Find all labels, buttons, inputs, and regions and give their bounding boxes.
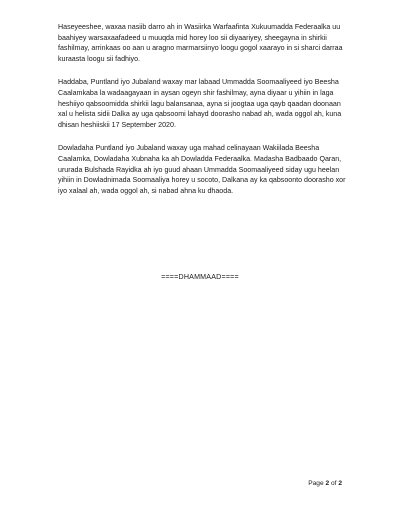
paragraph: Haseyeeshee, waxaa nasiib darro ah in Wasiirka Warfaafinta Xukuumadda Federaalka uu baahiyey warsaxaafadeed u muuqda mid horey loo sii diyaariyey, sheegayna in shirkii fashilmay, arrinkaas oo aan u aragno marmarsiinyo loogu gogol xaarayo in si sharci darraa kuraasta loogu sii fadhiyo.	[58, 23, 343, 63]
paragraph: Dowladaha Puntland iyo Jubaland waxay uga mahad celinayaan Wakiilada Beesha Caalamka, Dowladaha Xubnaha ka ah Dowladda Federaalka. Madasha Badbaado Qaran, ururada Bulshada Rayidka ah iyo guud ahaan Ummadda Soomaaliyeed siday ugu heelan yihiin in Dowladnimada Soomaaliya horey u socoto, Dalkana ay ka qabsoonto doorasho xor iyo xalaal ah, wada oggol ah, si nabad ahna ku dhaoda.	[58, 144, 346, 195]
current-page: 2	[325, 480, 330, 487]
document-body	[58, 22, 348, 209]
total-pages: 2	[338, 480, 342, 487]
page-number	[308, 479, 342, 488]
page-label: Page	[308, 480, 324, 487]
paragraph: Haddaba, Puntland iyo Jubaland waxay mar labaad Ummadda Soomaaliyeed iyo Beesha Caalamkaba la wadaagayaan in aysan ogeyn shir fashilmay, ayna diyaar u yihiin in laga heshiiyo qabsoomidda shirkii lagu balansanaa, ayna si joogtaa uga qayb qaadan doonaan xal u helista sidii Dalka ay uga qabsoomi lahayd doorasho nabad ah, wada oggol ah, kuna dhisan heshiiskii 17 September 2020.	[58, 78, 342, 129]
of-label: of	[330, 480, 337, 487]
closing-marker: ====DHAMMAAD====	[161, 273, 239, 281]
